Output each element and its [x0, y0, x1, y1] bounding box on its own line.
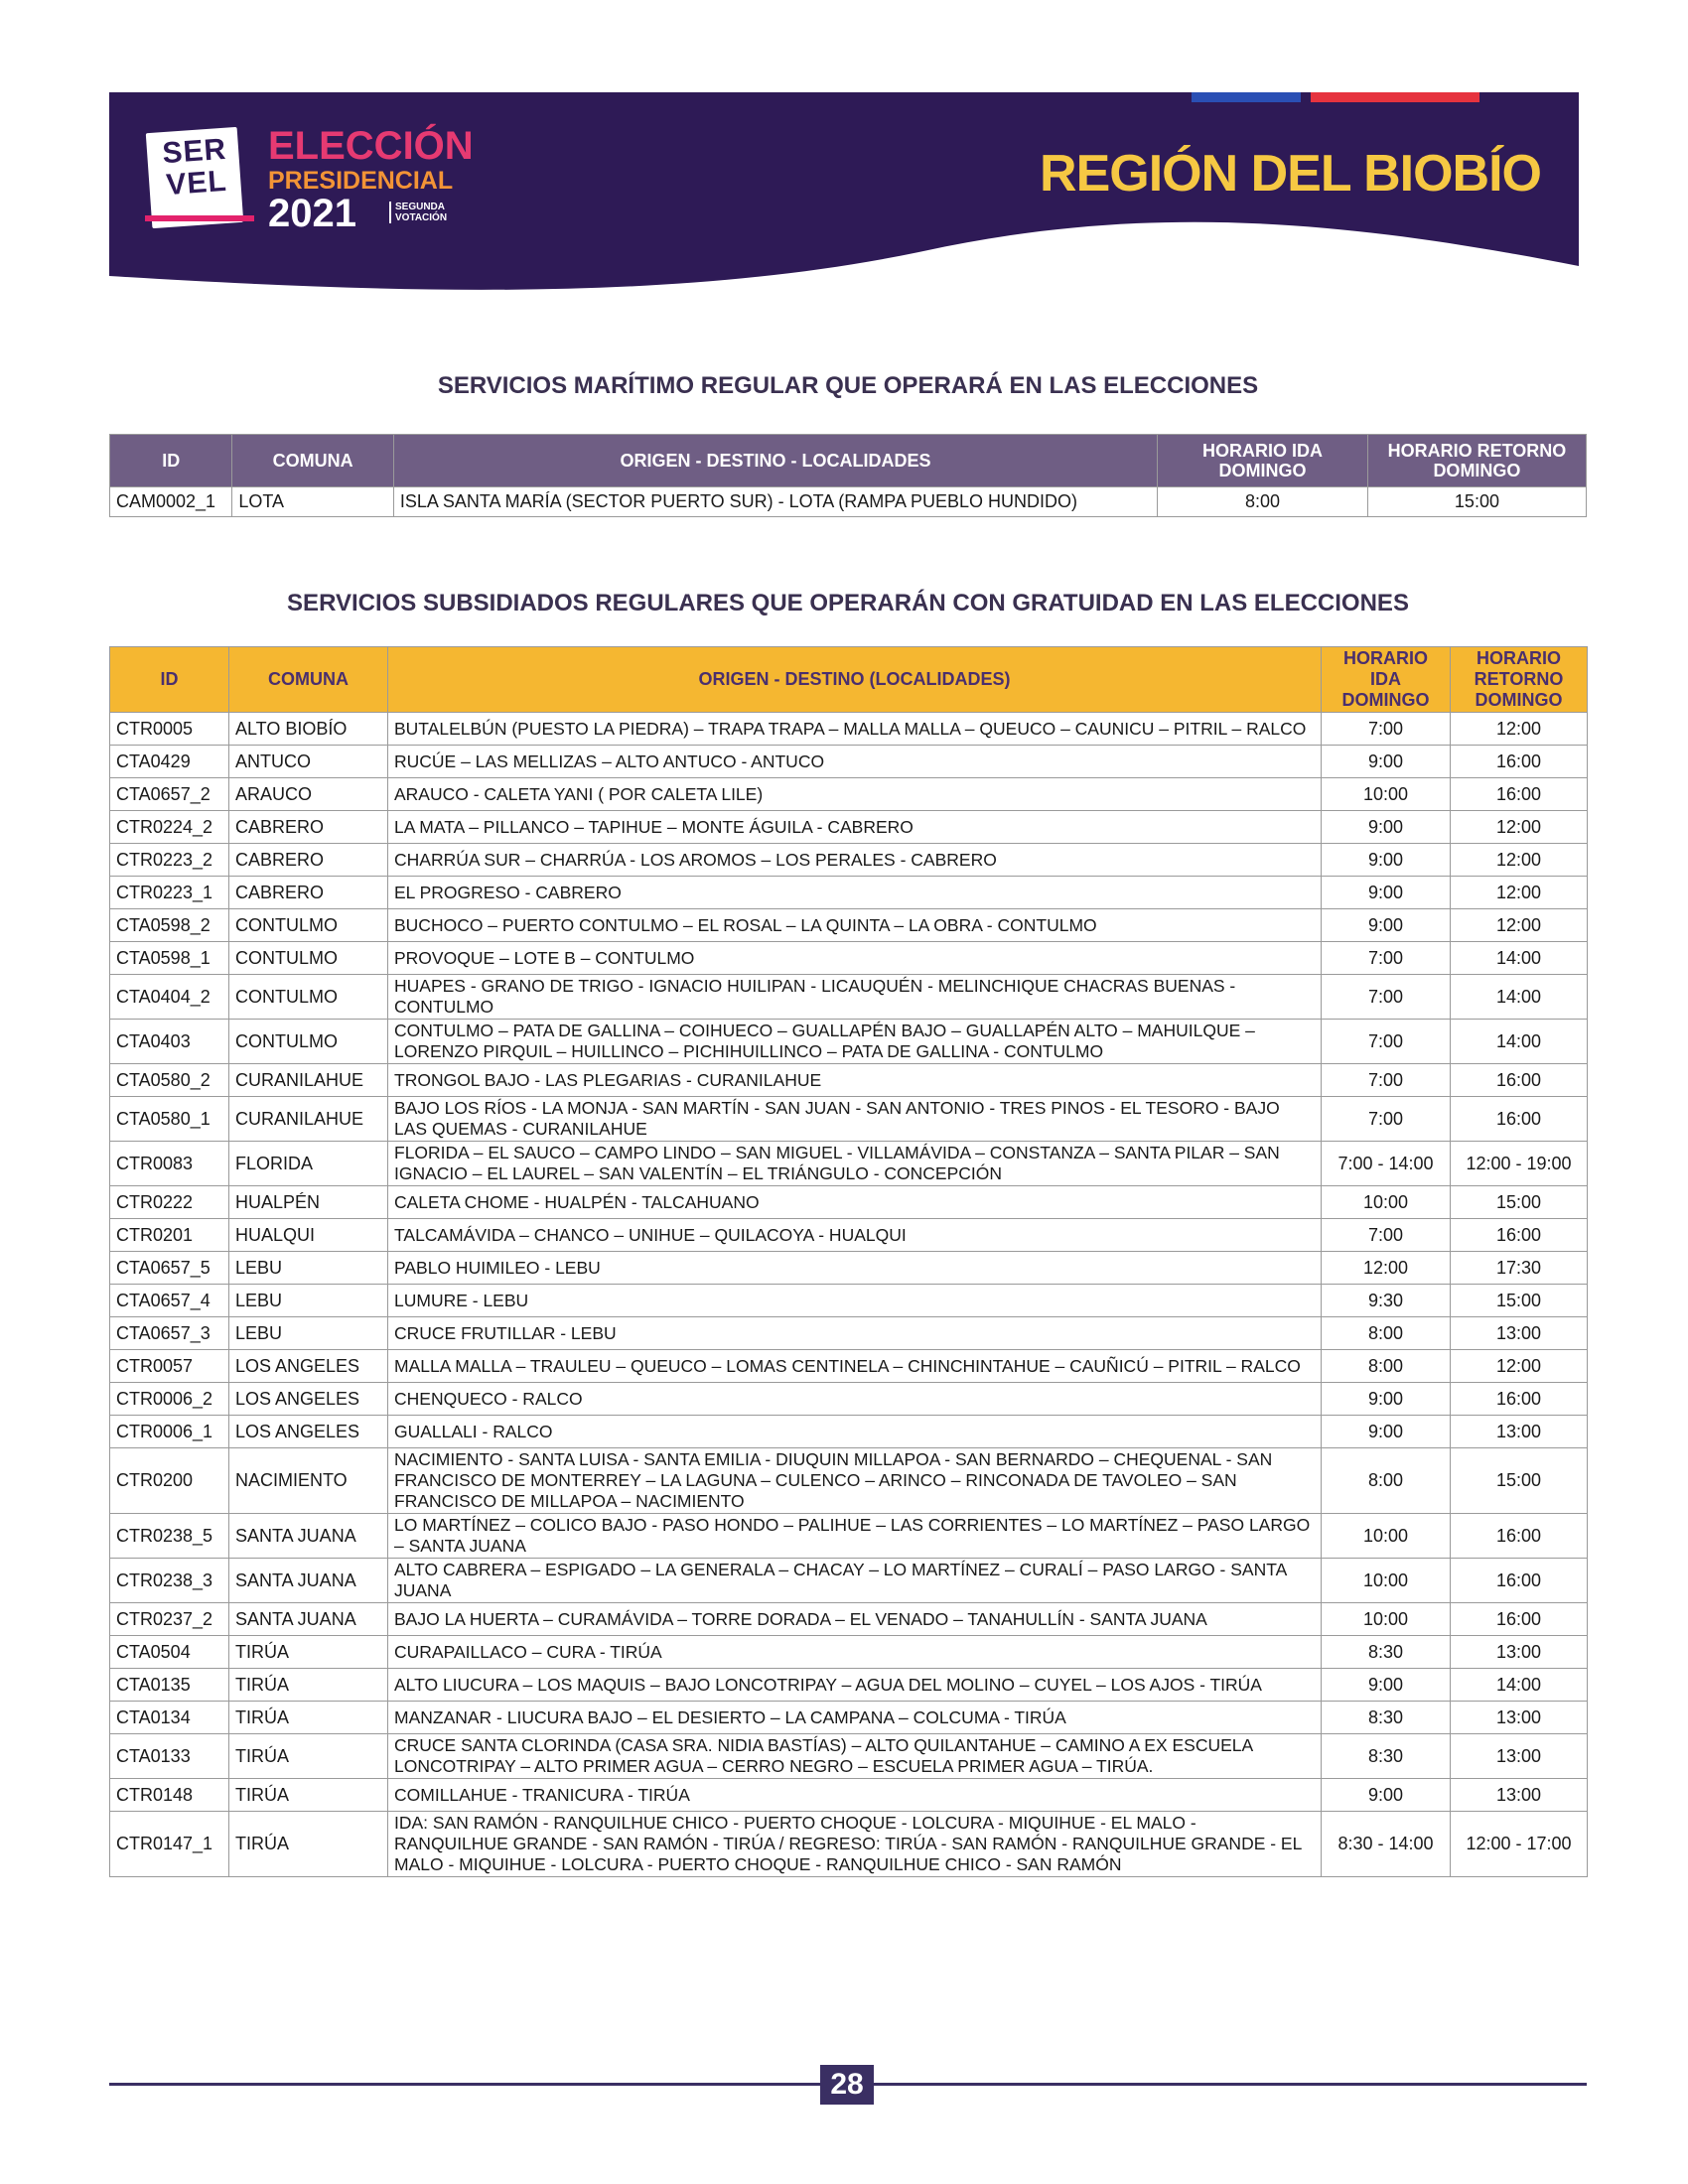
departure-time-cell: 7:00 [1322, 942, 1451, 975]
servel-election-logo [149, 122, 474, 235]
return-time-cell: 13:00 [1451, 1317, 1588, 1350]
table-row [110, 1669, 1588, 1702]
column-header-return-time: HORARIO RETORNO DOMINGO [1367, 435, 1586, 487]
departure-time-cell: 8:30 [1322, 1702, 1451, 1734]
id-cell: CTR0005 [110, 713, 229, 746]
return-time-cell: 16:00 [1451, 1064, 1588, 1097]
id-cell: CTA0580_2 [110, 1064, 229, 1097]
region-title: REGIÓN DEL BIOBÍO [1040, 145, 1541, 203]
table-header-row [110, 435, 1587, 487]
departure-time-cell: 9:00 [1322, 1416, 1451, 1448]
comuna-cell: SANTA JUANA [229, 1514, 388, 1559]
route-cell: BUCHOCO – PUERTO CONTULMO – EL ROSAL – LA QUINTA – LA OBRA - CONTULMO [388, 909, 1322, 942]
table-row [110, 1350, 1588, 1383]
comuna-cell: LOS ANGELES [229, 1416, 388, 1448]
route-cell: BUTALELBÚN (PUESTO LA PIEDRA) – TRAPA TRAPA – MALLA MALLA – QUEUCO – CAUNICU – PITRIL – RALCO [388, 713, 1322, 746]
departure-time-cell: 9:00 [1322, 877, 1451, 909]
route-cell: NACIMIENTO - SANTA LUISA - SANTA EMILIA - DIUQUIN MILLAPOA - SAN BERNARDO – CHEQUENAL - SAN FRANCISCO DE MONTERREY – LA LAGUNA – CULENCO – ARINCO – RINCONADA DE TAVOLEO – SAN FRANCISCO DE MILLAPOA – NACIMIENTO [388, 1448, 1322, 1514]
return-time-cell: 15:00 [1451, 1186, 1588, 1219]
route-cell: EL PROGRESO - CABRERO [388, 877, 1322, 909]
route-cell: TALCAMÁVIDA – CHANCO – UNIHUE – QUILACOYA - HUALQUI [388, 1219, 1322, 1252]
id-cell: CTR0222 [110, 1186, 229, 1219]
return-time-cell: 17:30 [1451, 1252, 1588, 1285]
return-time-cell: 16:00 [1451, 1219, 1588, 1252]
route-cell: MANZANAR - LIUCURA BAJO – EL DESIERTO – LA CAMPANA – COLCUMA - TIRÚA [388, 1702, 1322, 1734]
table-row [110, 1285, 1588, 1317]
departure-time-cell: 8:00 [1322, 1448, 1451, 1514]
logo-segunda-votacion: SEGUNDA VOTACIÓN [389, 202, 447, 223]
route-cell: ISLA SANTA MARÍA (SECTOR PUERTO SUR) - LOTA (RAMPA PUEBLO HUNDIDO) [393, 487, 1157, 517]
comuna-cell: CURANILAHUE [229, 1064, 388, 1097]
table-row [110, 1779, 1588, 1812]
comuna-cell: TIRÚA [229, 1702, 388, 1734]
comuna-cell: ARAUCO [229, 778, 388, 811]
departure-time-cell: 8:00 [1322, 1317, 1451, 1350]
table-row [110, 1064, 1588, 1097]
comuna-cell: CABRERO [229, 877, 388, 909]
departure-time-cell: 9:00 [1322, 1669, 1451, 1702]
route-cell: ALTO LIUCURA – LOS MAQUIS – BAJO LONCOTRIPAY – AGUA DEL MOLINO – CUYEL – LOS AJOS - TIRÚA [388, 1669, 1322, 1702]
column-header-comuna: COMUNA [232, 435, 393, 487]
departure-time-cell: 9:00 [1322, 1779, 1451, 1812]
departure-time-cell: 8:30 [1322, 1636, 1451, 1669]
return-time-cell: 16:00 [1451, 1559, 1588, 1603]
return-time-cell: 12:00 [1451, 1350, 1588, 1383]
route-cell: ALTO CABRERA – ESPIGADO – LA GENERALA – CHACAY – LO MARTÍNEZ – CURALÍ – PASO LARGO - SANTA JUANA [388, 1559, 1322, 1603]
return-time-cell: 12:00 - 19:00 [1451, 1142, 1588, 1186]
departure-time-cell: 9:30 [1322, 1285, 1451, 1317]
table-row [110, 778, 1588, 811]
route-cell: LUMURE - LEBU [388, 1285, 1322, 1317]
table-row [110, 811, 1588, 844]
comuna-cell: HUALPÉN [229, 1186, 388, 1219]
table-row [110, 1702, 1588, 1734]
table-row [110, 1448, 1588, 1514]
departure-time-cell: 9:00 [1322, 1383, 1451, 1416]
id-cell: CTA0657_3 [110, 1317, 229, 1350]
comuna-cell: CABRERO [229, 811, 388, 844]
column-header-id: ID [110, 647, 229, 713]
departure-time-cell: 9:00 [1322, 746, 1451, 778]
comuna-cell: LOS ANGELES [229, 1383, 388, 1416]
route-cell: PROVOQUE – LOTE B – CONTULMO [388, 942, 1322, 975]
route-cell: CURAPAILLACO – CURA - TIRÚA [388, 1636, 1322, 1669]
comuna-cell: ANTUCO [229, 746, 388, 778]
route-cell: RUCÚE – LAS MELLIZAS – ALTO ANTUCO - ANTUCO [388, 746, 1322, 778]
route-cell: CRUCE FRUTILLAR - LEBU [388, 1317, 1322, 1350]
section2-title: SERVICIOS SUBSIDIADOS REGULARES QUE OPERARÁN CON GRATUIDAD EN LAS ELECCIONES [287, 590, 1409, 616]
id-cell: CTA0598_1 [110, 942, 229, 975]
departure-time-cell: 8:30 - 14:00 [1322, 1812, 1451, 1877]
route-cell: COMILLAHUE - TRANICURA - TIRÚA [388, 1779, 1322, 1812]
return-time-cell: 12:00 [1451, 877, 1588, 909]
departure-time-cell: 7:00 [1322, 975, 1451, 1020]
id-cell: CTR0006_1 [110, 1416, 229, 1448]
return-time-cell: 13:00 [1451, 1734, 1588, 1779]
route-cell: LO MARTÍNEZ – COLICO BAJO - PASO HONDO – PALIHUE – LAS CORRIENTES – LO MARTÍNEZ – PASO LARGO – SANTA JUANA [388, 1514, 1322, 1559]
comuna-cell: CONTULMO [229, 942, 388, 975]
departure-time-cell: 7:00 - 14:00 [1322, 1142, 1451, 1186]
return-time-cell: 14:00 [1451, 1020, 1588, 1064]
comuna-cell: TIRÚA [229, 1779, 388, 1812]
comuna-cell: LOS ANGELES [229, 1350, 388, 1383]
id-cell: CTA0657_5 [110, 1252, 229, 1285]
departure-time-cell: 8:00 [1322, 1350, 1451, 1383]
id-cell: CTR0083 [110, 1142, 229, 1186]
flag-stripe-blue [1192, 92, 1301, 102]
column-header-departure-time: HORARIO IDA DOMINGO [1322, 647, 1451, 713]
table-row [110, 1416, 1588, 1448]
departure-time-cell: 7:00 [1322, 713, 1451, 746]
table-row [110, 1097, 1588, 1142]
page-number: 28 [820, 2065, 874, 2105]
comuna-cell: CONTULMO [229, 1020, 388, 1064]
table-row [110, 487, 1587, 517]
comuna-cell: LEBU [229, 1285, 388, 1317]
logo-year: 2021 [268, 192, 356, 235]
departure-time-cell: 9:00 [1322, 844, 1451, 877]
route-cell: FLORIDA – EL SAUCO – CAMPO LINDO – SAN MIGUEL - VILLAMÁVIDA – CONSTANZA – SANTA PILAR – SAN IGNACIO – EL LAUREL – SAN VALENTÍN – EL TRIÁNGULO - CONCEPCIÓN [388, 1142, 1322, 1186]
departure-time-cell: 8:00 [1158, 487, 1368, 517]
table-row [110, 746, 1588, 778]
table-row [110, 1252, 1588, 1285]
id-cell: CTA0135 [110, 1669, 229, 1702]
table-row [110, 877, 1588, 909]
column-header-return-time: HORARIO RETORNO DOMINGO [1451, 647, 1588, 713]
departure-time-cell: 9:00 [1322, 909, 1451, 942]
comuna-cell: LOTA [232, 487, 393, 517]
id-cell: CTA0429 [110, 746, 229, 778]
column-header-comuna: COMUNA [229, 647, 388, 713]
id-cell: CTR0200 [110, 1448, 229, 1514]
comuna-cell: CURANILAHUE [229, 1097, 388, 1142]
table-row [110, 1514, 1588, 1559]
return-time-cell: 14:00 [1451, 1669, 1588, 1702]
route-cell: BAJO LOS RÍOS - LA MONJA - SAN MARTÍN - SAN JUAN - SAN ANTONIO - TRES PINOS - EL TESORO - BAJO LAS QUEMAS - CURANILAHUE [388, 1097, 1322, 1142]
return-time-cell: 12:00 [1451, 844, 1588, 877]
logo-presidencial: PRESIDENCIAL [268, 167, 454, 195]
id-cell: CTA0504 [110, 1636, 229, 1669]
return-time-cell: 13:00 [1451, 1636, 1588, 1669]
route-cell: CHENQUECO - RALCO [388, 1383, 1322, 1416]
column-header-route: ORIGEN - DESTINO (LOCALIDADES) [388, 647, 1322, 713]
table-row [110, 844, 1588, 877]
id-cell: CTA0598_2 [110, 909, 229, 942]
route-cell: PABLO HUIMILEO - LEBU [388, 1252, 1322, 1285]
id-cell: CTA0580_1 [110, 1097, 229, 1142]
route-cell: LA MATA – PILLANCO – TAPIHUE – MONTE ÁGUILA - CABRERO [388, 811, 1322, 844]
departure-time-cell: 7:00 [1322, 1097, 1451, 1142]
logo-eleccion: ELECCIÓN [268, 124, 474, 168]
table-row [110, 1734, 1588, 1779]
route-cell: TRONGOL BAJO - LAS PLEGARIAS - CURANILAHUE [388, 1064, 1322, 1097]
departure-time-cell: 7:00 [1322, 1219, 1451, 1252]
id-cell: CTR0006_2 [110, 1383, 229, 1416]
subsidized-services-table [109, 646, 1588, 1877]
route-cell: ARAUCO - CALETA YANI ( POR CALETA LILE) [388, 778, 1322, 811]
comuna-cell: TIRÚA [229, 1812, 388, 1877]
id-cell: CTA0657_2 [110, 778, 229, 811]
comuna-cell: CABRERO [229, 844, 388, 877]
route-cell: CONTULMO – PATA DE GALLINA – COIHUECO – GUALLAPÉN BAJO – GUALLAPÉN ALTO – MAHUILQUE – LORENZO PIRQUIL – HUILLINCO – PICHIHUILLINCO – PATA DE GALLINA - CONTULMO [388, 1020, 1322, 1064]
table-row [110, 909, 1588, 942]
route-cell: HUAPES - GRANO DE TRIGO - IGNACIO HUILIPAN - LICAUQUÉN - MELINCHIQUE CHACRAS BUENAS - CONTULMO [388, 975, 1322, 1020]
table-row [110, 1812, 1588, 1877]
table-header-row [110, 647, 1588, 713]
id-cell: CTR0237_2 [110, 1603, 229, 1636]
table-row [110, 1142, 1588, 1186]
comuna-cell: FLORIDA [229, 1142, 388, 1186]
return-time-cell: 16:00 [1451, 746, 1588, 778]
route-cell: GUALLALI - RALCO [388, 1416, 1322, 1448]
return-time-cell: 13:00 [1451, 1702, 1588, 1734]
return-time-cell: 15:00 [1451, 1448, 1588, 1514]
route-cell: CRUCE SANTA CLORINDA (CASA SRA. NIDIA BASTÍAS) – ALTO QUILANTAHUE – CAMINO A EX ESCUELA LONCOTRIPAY – ALTO PRIMER AGUA – CERRO NEGRO – ESCUELA PRIMER AGUA – TIRÚA. [388, 1734, 1322, 1779]
departure-time-cell: 12:00 [1322, 1252, 1451, 1285]
departure-time-cell: 7:00 [1322, 1020, 1451, 1064]
return-time-cell: 16:00 [1451, 778, 1588, 811]
flag-stripe-red [1311, 92, 1479, 102]
id-cell: CTR0148 [110, 1779, 229, 1812]
id-cell: CTA0133 [110, 1734, 229, 1779]
maritime-services-table [109, 434, 1587, 517]
id-cell: CTR0201 [110, 1219, 229, 1252]
departure-time-cell: 7:00 [1322, 1064, 1451, 1097]
return-time-cell: 12:00 [1451, 713, 1588, 746]
comuna-cell: TIRÚA [229, 1636, 388, 1669]
comuna-cell: HUALQUI [229, 1219, 388, 1252]
table-row [110, 1020, 1588, 1064]
return-time-cell: 15:00 [1367, 487, 1586, 517]
departure-time-cell: 9:00 [1322, 811, 1451, 844]
return-time-cell: 14:00 [1451, 942, 1588, 975]
departure-time-cell: 10:00 [1322, 778, 1451, 811]
comuna-cell: ALTO BIOBÍO [229, 713, 388, 746]
comuna-cell: TIRÚA [229, 1734, 388, 1779]
return-time-cell: 14:00 [1451, 975, 1588, 1020]
comuna-cell: CONTULMO [229, 975, 388, 1020]
id-cell: CTA0403 [110, 1020, 229, 1064]
return-time-cell: 13:00 [1451, 1416, 1588, 1448]
comuna-cell: SANTA JUANA [229, 1559, 388, 1603]
table-row [110, 713, 1588, 746]
id-cell: CTR0223_1 [110, 877, 229, 909]
route-cell: BAJO LA HUERTA – CURAMÁVIDA – TORRE DORADA – EL VENADO – TANAHULLÍN - SANTA JUANA [388, 1603, 1322, 1636]
logo-card-underline [145, 215, 254, 221]
id-cell: CTR0223_2 [110, 844, 229, 877]
id-cell: CTR0238_5 [110, 1514, 229, 1559]
return-time-cell: 16:00 [1451, 1603, 1588, 1636]
comuna-cell: TIRÚA [229, 1669, 388, 1702]
page-header [109, 92, 1579, 296]
table-row [110, 1636, 1588, 1669]
return-time-cell: 12:00 - 17:00 [1451, 1812, 1588, 1877]
route-cell: IDA: SAN RAMÓN - RANQUILHUE CHICO - PUERTO CHOQUE - LOLCURA - MIQUIHUE - EL MALO - RANQUILHUE GRANDE - SAN RAMÓN - TIRÚA / REGRESO: TIRÚA - SAN RAMÓN - RANQUILHUE GRANDE - EL MALO - MIQUIHUE - LOLCURA - PUERTO CHOQUE - RANQUILHUE CHICO - SAN RAMÓN [388, 1812, 1322, 1877]
departure-time-cell: 10:00 [1322, 1603, 1451, 1636]
column-header-departure-time: HORARIO IDA DOMINGO [1158, 435, 1368, 487]
id-cell: CTA0404_2 [110, 975, 229, 1020]
return-time-cell: 15:00 [1451, 1285, 1588, 1317]
return-time-cell: 12:00 [1451, 909, 1588, 942]
return-time-cell: 16:00 [1451, 1514, 1588, 1559]
id-cell: CTR0057 [110, 1350, 229, 1383]
departure-time-cell: 10:00 [1322, 1186, 1451, 1219]
table-row [110, 1317, 1588, 1350]
table-row [110, 942, 1588, 975]
section1-title: SERVICIOS MARÍTIMO REGULAR QUE OPERARÁ EN LAS ELECCIONES [437, 372, 1259, 399]
departure-time-cell: 10:00 [1322, 1559, 1451, 1603]
comuna-cell: NACIMIENTO [229, 1448, 388, 1514]
table-row [110, 1219, 1588, 1252]
logo-servel-text: SER VEL [161, 132, 228, 203]
comuna-cell: CONTULMO [229, 909, 388, 942]
id-cell: CTA0134 [110, 1702, 229, 1734]
comuna-cell: LEBU [229, 1317, 388, 1350]
comuna-cell: SANTA JUANA [229, 1603, 388, 1636]
id-cell: CAM0002_1 [110, 487, 232, 517]
table-row [110, 1383, 1588, 1416]
id-cell: CTR0224_2 [110, 811, 229, 844]
route-cell: CALETA CHOME - HUALPÉN - TALCAHUANO [388, 1186, 1322, 1219]
return-time-cell: 16:00 [1451, 1383, 1588, 1416]
return-time-cell: 16:00 [1451, 1097, 1588, 1142]
table-row [110, 975, 1588, 1020]
column-header-id: ID [110, 435, 232, 487]
table-row [110, 1559, 1588, 1603]
departure-time-cell: 8:30 [1322, 1734, 1451, 1779]
id-cell: CTA0657_4 [110, 1285, 229, 1317]
table-row [110, 1603, 1588, 1636]
comuna-cell: LEBU [229, 1252, 388, 1285]
return-time-cell: 12:00 [1451, 811, 1588, 844]
route-cell: CHARRÚA SUR – CHARRÚA - LOS AROMOS – LOS PERALES - CABRERO [388, 844, 1322, 877]
id-cell: CTR0238_3 [110, 1559, 229, 1603]
departure-time-cell: 10:00 [1322, 1514, 1451, 1559]
table-row [110, 1186, 1588, 1219]
route-cell: MALLA MALLA – TRAULEU – QUEUCO – LOMAS CENTINELA – CHINCHINTAHUE – CAUÑICÚ – PITRIL – RALCO [388, 1350, 1322, 1383]
id-cell: CTR0147_1 [110, 1812, 229, 1877]
column-header-route: ORIGEN - DESTINO - LOCALIDADES [393, 435, 1157, 487]
return-time-cell: 13:00 [1451, 1779, 1588, 1812]
